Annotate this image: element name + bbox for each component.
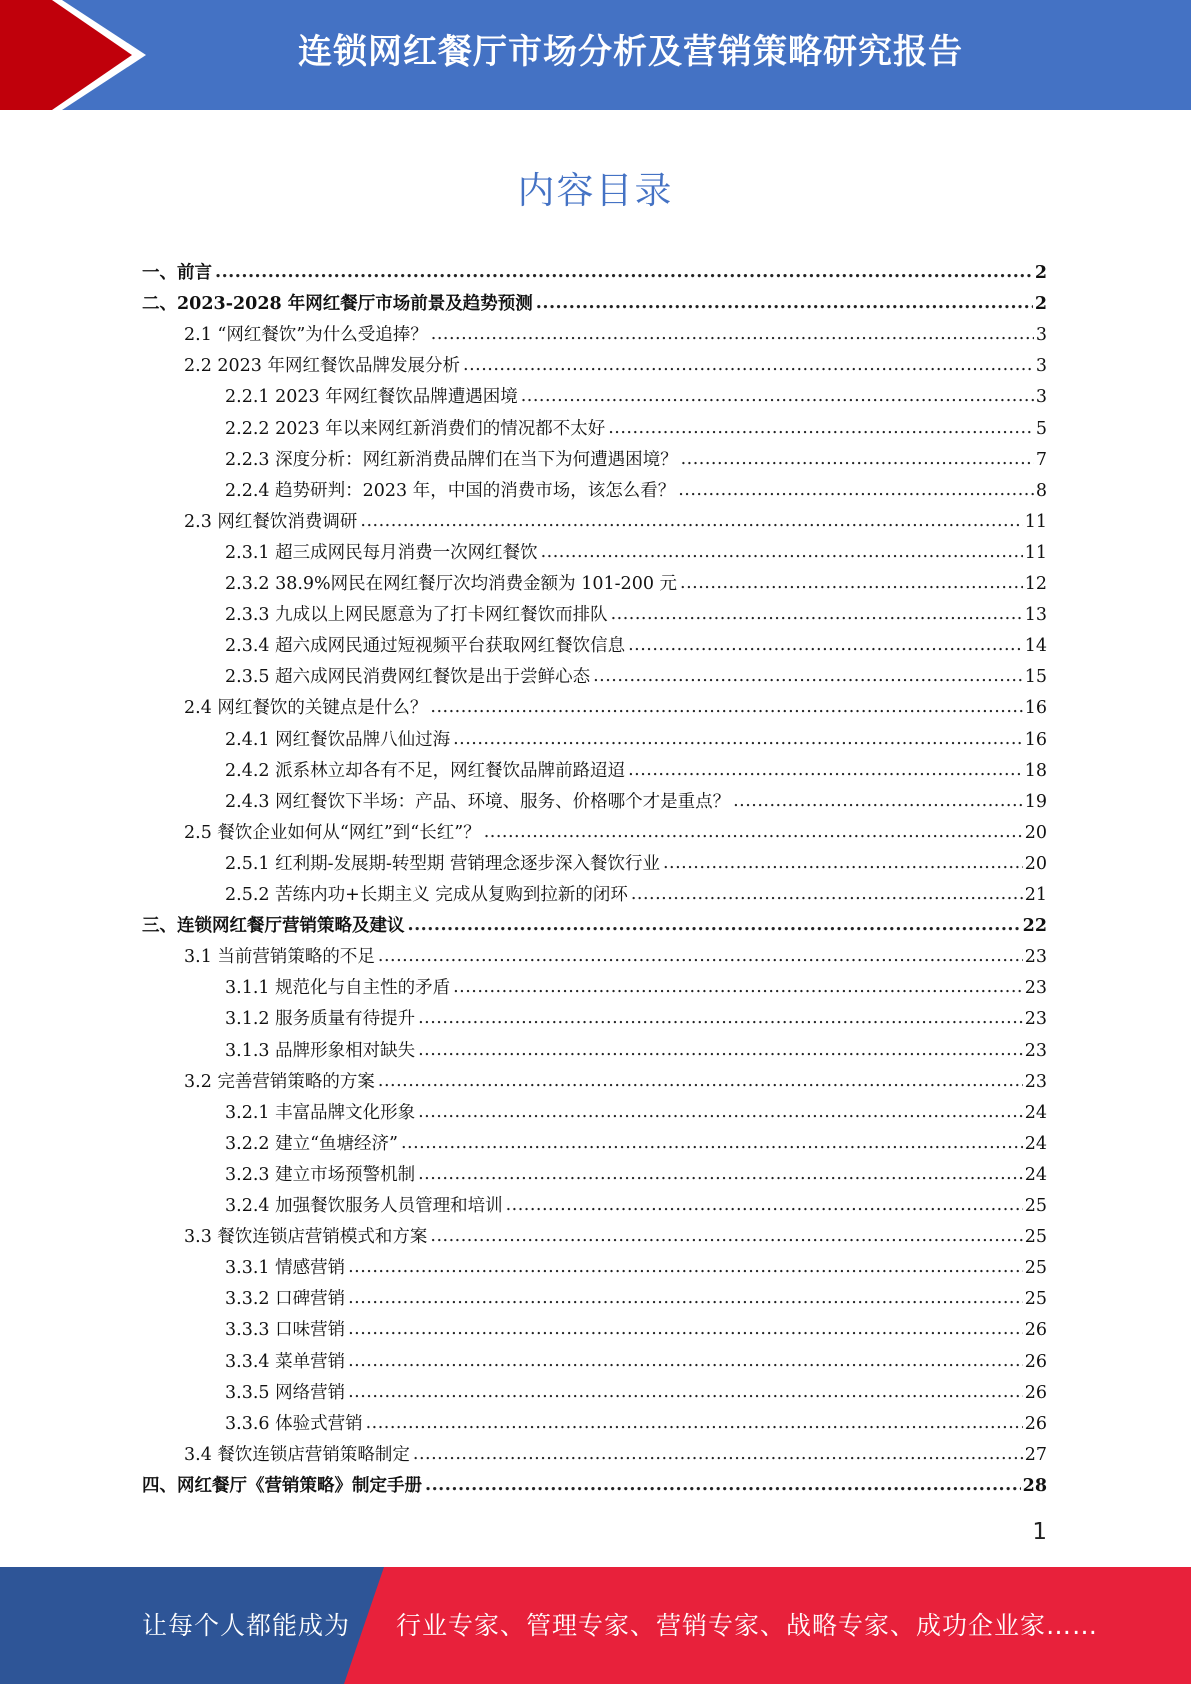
- toc-dot-leader: [418, 1007, 1023, 1030]
- toc-entry-title: 3.2.3 建立市场预警机制: [225, 1164, 416, 1185]
- toc-entry-page: 23: [1024, 1009, 1047, 1030]
- toc-entry-page: 11: [1024, 511, 1047, 532]
- toc-dot-leader: [418, 1039, 1023, 1062]
- toc-dot-leader: [611, 603, 1023, 626]
- toc-entry-title: 2.1 “网红餐饮”为什么受追捧？: [184, 325, 428, 346]
- toc-entry[interactable]: [225, 1031, 1047, 1062]
- toc-dot-leader: [431, 323, 1034, 346]
- toc-entry[interactable]: [225, 626, 1047, 657]
- toc-entry-title: 3.3.3 口味营销: [225, 1320, 346, 1341]
- toc-entry-title: 2.4.3 网红餐饮下半场：产品、环境、服务、价格哪个才是重点？: [225, 791, 731, 812]
- toc-entry[interactable]: [225, 471, 1047, 502]
- toc-entry[interactable]: [225, 720, 1047, 751]
- toc-dot-leader: [215, 261, 1033, 284]
- toc-entry-title: 2.3.3 九成以上网民愿意为了打卡网红餐饮而排队: [225, 605, 608, 626]
- toc-entry[interactable]: [225, 751, 1047, 782]
- toc-entry-page: 20: [1024, 822, 1047, 843]
- toc-entry-page: 25: [1024, 1258, 1047, 1279]
- toc-entry-title: 3.2.1 丰富品牌文化形象: [225, 1102, 416, 1123]
- toc-entry[interactable]: [225, 1248, 1047, 1279]
- toc-entry-title: 3.1.1 规范化与自主性的矛盾: [225, 978, 451, 999]
- toc-dot-leader: [408, 914, 1021, 937]
- toc-entry[interactable]: [225, 377, 1047, 408]
- toc-entry[interactable]: [225, 875, 1047, 906]
- toc-dot-leader: [348, 1256, 1023, 1279]
- toc-dot-leader: [536, 292, 1033, 315]
- toc-dot-leader: [663, 852, 1023, 875]
- toc-entry[interactable]: [225, 999, 1047, 1030]
- toc-dot-leader: [453, 976, 1023, 999]
- toc-entry-page: 7: [1035, 449, 1047, 470]
- toc-entry[interactable]: [225, 1373, 1047, 1404]
- toc-entry[interactable]: [225, 844, 1047, 875]
- toc-dot-leader: [484, 821, 1023, 844]
- toc-entry-title: 3.1.2 服务质量有待提升: [225, 1009, 416, 1030]
- header-banner: [0, 0, 1191, 110]
- toc-dot-leader: [628, 634, 1023, 657]
- toc-entry[interactable]: [225, 533, 1047, 564]
- toc-entry-page: 26: [1024, 1382, 1047, 1403]
- toc-entry-title: 3.2.2 建立“鱼塘经济”: [225, 1133, 398, 1154]
- toc-entry-page: 16: [1024, 729, 1047, 750]
- toc-entry[interactable]: [184, 502, 1047, 533]
- toc-entry-title: 3.2 完善营销策略的方案: [184, 1071, 375, 1092]
- toc-dot-leader: [366, 1412, 1023, 1435]
- toc-entry-page: 24: [1024, 1102, 1047, 1123]
- toc-dot-leader: [541, 541, 1023, 564]
- toc-entry-title: 3.2.4 加强餐饮服务人员管理和培训: [225, 1196, 503, 1216]
- toc-entry[interactable]: [225, 1186, 1047, 1217]
- toc-dot-leader: [430, 696, 1022, 719]
- toc-entry-title: 2.2 2023 年网红餐饮品牌发展分析: [184, 356, 460, 377]
- toc-dot-leader: [378, 1070, 1023, 1093]
- toc-entry-title: 三、连锁网红餐厅营销策略及建议: [142, 916, 405, 937]
- page-number: 1: [1032, 1519, 1047, 1545]
- toc-entry-page: 8: [1035, 480, 1047, 501]
- toc-entry-page: 25: [1024, 1289, 1047, 1310]
- footer-slogan-left: 让每个人都能成为: [142, 1611, 351, 1640]
- toc-entry-page: 3: [1035, 356, 1047, 377]
- toc-entry-title: 2.2.1 2023 年网红餐饮品牌遭遇困境: [225, 387, 518, 408]
- toc-entry-title: 2.4.1 网红餐饮品牌八仙过海: [225, 729, 451, 750]
- toc-entry-page: 21: [1024, 885, 1047, 905]
- toc-entry-title: 2.2.2 2023 年以来网红新消费们的情况都不太好: [225, 418, 606, 439]
- toc-entry-page: 23: [1024, 978, 1047, 999]
- toc-entry[interactable]: [184, 315, 1047, 346]
- toc-dot-leader: [430, 1225, 1022, 1248]
- toc-entry-title: 2.3.4 超六成网民通过短视频平台获取网红餐饮信息: [225, 636, 626, 657]
- toc-entry-page: 23: [1024, 1040, 1047, 1061]
- toc-entry-page: 24: [1024, 1164, 1047, 1185]
- toc-entry-title: 3.3.4 菜单营销: [225, 1351, 346, 1372]
- toc-dot-leader: [401, 1132, 1023, 1155]
- report-title: 连锁网红餐厅市场分析及营销策略研究报告: [298, 32, 963, 72]
- toc-entry-page: 26: [1024, 1413, 1047, 1434]
- toc-entry[interactable]: [225, 1404, 1047, 1435]
- toc-entry[interactable]: [225, 1155, 1047, 1186]
- toc-entry[interactable]: [184, 1435, 1047, 1466]
- toc-entry-page: 23: [1024, 947, 1047, 968]
- toc-dot-leader: [678, 479, 1034, 502]
- toc-entry[interactable]: [184, 1062, 1047, 1093]
- toc-dot-leader: [425, 1474, 1021, 1497]
- toc-entry[interactable]: [184, 346, 1047, 377]
- toc-entry[interactable]: [225, 595, 1047, 626]
- toc-entry[interactable]: [142, 284, 1047, 315]
- toc-entry-title: 一、前言: [142, 263, 212, 283]
- toc-entry-page: 16: [1024, 698, 1047, 719]
- toc-dot-leader: [360, 510, 1022, 533]
- toc-entry-title: 2.2.3 深度分析：网红新消费品牌们在当下为何遭遇困境？: [225, 449, 678, 470]
- toc-entry[interactable]: [184, 688, 1047, 719]
- toc-entry[interactable]: [225, 968, 1047, 999]
- toc-dot-leader: [733, 790, 1023, 813]
- toc-dot-leader: [521, 385, 1034, 408]
- toc-entry-title: 2.5.1 红利期-发展期-转型期 营销理念逐步深入餐饮行业: [225, 853, 660, 874]
- toc-dot-leader: [631, 883, 1023, 906]
- toc-entry[interactable]: [184, 937, 1047, 968]
- toc-entry-title: 2.4.2 派系林立却各有不足，网红餐饮品牌前路迢迢: [225, 760, 626, 781]
- toc-dot-leader: [348, 1287, 1023, 1310]
- toc-entry-title: 2.5.2 苦练内功+长期主义 完成从复购到拉新的闭环: [225, 885, 628, 905]
- toc-dot-leader: [453, 728, 1023, 751]
- toc-dot-leader: [378, 945, 1023, 968]
- toc-entry-page: 25: [1024, 1227, 1047, 1248]
- toc-entry[interactable]: [225, 564, 1047, 595]
- toc-dot-leader: [463, 354, 1034, 377]
- toc-entry-page: 28: [1022, 1475, 1047, 1496]
- toc-entry-page: 27: [1024, 1444, 1047, 1465]
- toc-entry-title: 2.3.5 超六成网民消费网红餐饮是出于尝鲜心态: [225, 667, 591, 688]
- toc-dot-leader: [680, 572, 1023, 595]
- toc-entry-title: 3.1.3 品牌形象相对缺失: [225, 1040, 416, 1061]
- toc-entry[interactable]: [225, 1124, 1047, 1155]
- footer-slogan-right: 行业专家、管理专家、营销专家、战略专家、成功企业家……: [396, 1611, 1099, 1640]
- toc-entry-page: 3: [1035, 387, 1047, 408]
- toc-dot-leader: [506, 1194, 1023, 1217]
- toc-entry-page: 24: [1024, 1133, 1047, 1154]
- toc-entry-page: 5: [1035, 418, 1047, 439]
- toc-dot-leader: [348, 1350, 1023, 1373]
- toc-dot-leader: [418, 1163, 1023, 1186]
- toc-entry-page: 23: [1024, 1071, 1047, 1092]
- footer-banner: [0, 1567, 1191, 1684]
- toc-entry-title: 2.5 餐饮企业如何从“网红”到“长红”？: [184, 822, 481, 843]
- toc-entry[interactable]: [142, 253, 1047, 284]
- toc-entry[interactable]: [184, 1217, 1047, 1248]
- toc-dot-leader: [348, 1381, 1023, 1404]
- toc-entry[interactable]: [225, 782, 1047, 813]
- toc-entry-page: 15: [1024, 667, 1047, 688]
- toc-entry[interactable]: [225, 1342, 1047, 1373]
- toc-entry-title: 3.3.2 口碑营销: [225, 1289, 346, 1310]
- toc-entry[interactable]: [225, 440, 1047, 471]
- toc-entry-title: 2.2.4 趋势研判：2023 年，中国的消费市场，该怎么看？: [225, 480, 676, 501]
- toc-entry-title: 3.1 当前营销策略的不足: [184, 947, 375, 968]
- toc-entry[interactable]: [225, 1279, 1047, 1310]
- toc-entry-page: 25: [1024, 1196, 1047, 1216]
- toc-entry[interactable]: [225, 1093, 1047, 1124]
- toc-dot-leader: [418, 1101, 1023, 1124]
- toc-entry-page: 14: [1024, 636, 1047, 657]
- toc-entry-title: 3.3 餐饮连锁店营销模式和方案: [184, 1227, 428, 1248]
- toc-entry-title: 3.4 餐饮连锁店营销策略制定: [184, 1444, 410, 1465]
- toc-entry-page: 26: [1024, 1320, 1047, 1341]
- toc-dot-leader: [593, 665, 1023, 688]
- toc-dot-leader: [608, 417, 1034, 440]
- toc-entry-page: 11: [1024, 542, 1047, 563]
- toc-dot-leader: [628, 759, 1023, 782]
- toc-entry-page: 22: [1022, 916, 1047, 937]
- toc-entry-page: 12: [1024, 574, 1047, 594]
- toc-entry-title: 2.3 网红餐饮消费调研: [184, 511, 358, 532]
- toc-entry-title: 2.3.1 超三成网民每月消费一次网红餐饮: [225, 542, 538, 563]
- toc-entry[interactable]: [142, 906, 1047, 937]
- toc-entry-page: 13: [1024, 605, 1047, 626]
- toc-entry-page: 20: [1024, 853, 1047, 874]
- toc-entry-page: 26: [1024, 1351, 1047, 1372]
- toc-dot-leader: [681, 448, 1034, 471]
- toc-entry-title: 二、2023-2028 年网红餐厅市场前景及趋势预测: [142, 294, 533, 315]
- toc-entry[interactable]: [184, 813, 1047, 844]
- toc-entry-title: 3.3.1 情感营销: [225, 1258, 346, 1279]
- toc-entry-title: 3.3.5 网络营销: [225, 1382, 346, 1403]
- toc-entry-title: 3.3.6 体验式营销: [225, 1413, 363, 1434]
- toc-entry-title: 2.3.2 38.9%网民在网红餐厅次均消费金额为 101-200 元: [225, 574, 678, 594]
- toc-entry-page: 18: [1024, 760, 1047, 781]
- toc-heading: 内容目录: [517, 169, 674, 212]
- red-arrow-decoration: [0, 0, 160, 110]
- toc-dot-leader: [348, 1318, 1023, 1341]
- toc-entry[interactable]: [225, 1310, 1047, 1341]
- toc-entry-title: 2.4 网红餐饮的关键点是什么？: [184, 698, 428, 719]
- toc-entry-title: 四、网红餐厅《营销策略》制定手册: [142, 1475, 422, 1496]
- toc-dot-leader: [413, 1443, 1023, 1466]
- toc-entry-page: 2: [1034, 294, 1047, 315]
- toc-entry-page: 3: [1035, 325, 1047, 346]
- toc-entry[interactable]: [225, 657, 1047, 688]
- toc-entry[interactable]: [225, 409, 1047, 440]
- toc-entry-page: 19: [1024, 791, 1047, 812]
- toc-entry[interactable]: [142, 1466, 1047, 1497]
- toc-entry-page: 2: [1034, 263, 1047, 283]
